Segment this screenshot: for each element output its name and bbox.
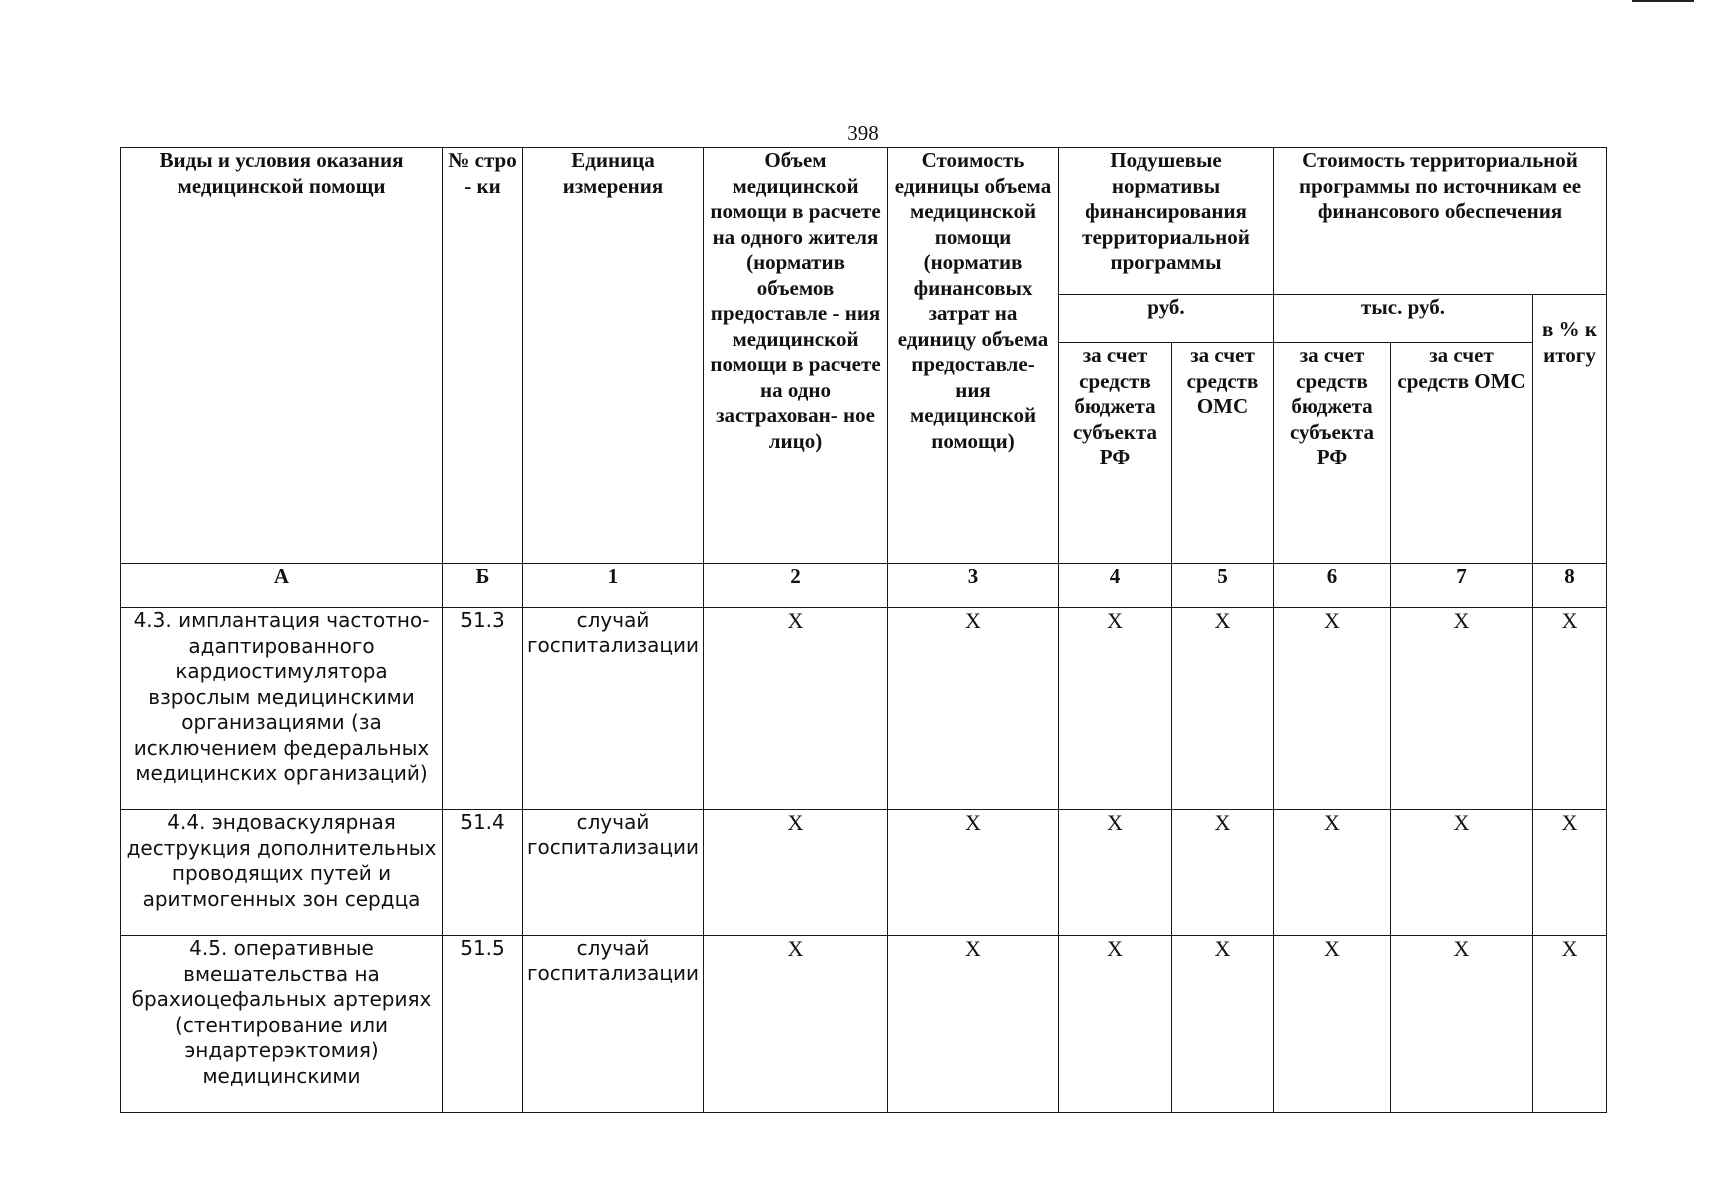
row-value: X bbox=[704, 936, 888, 1113]
table-row bbox=[121, 608, 1607, 810]
header-thousand-budget: за счет средств бюджета субъекта РФ bbox=[1274, 343, 1391, 564]
top-edge-mark bbox=[1632, 0, 1694, 2]
row-value: X bbox=[888, 936, 1059, 1113]
row-value: X bbox=[1391, 810, 1533, 936]
header-unit: Единица измерения bbox=[523, 148, 704, 564]
row-value: X bbox=[1172, 810, 1274, 936]
row-unit: случай госпитализации bbox=[523, 810, 704, 936]
row-value: X bbox=[1274, 936, 1391, 1113]
row-value: X bbox=[1172, 936, 1274, 1113]
row-number: 51.5 bbox=[443, 936, 523, 1113]
row-value: X bbox=[1533, 608, 1607, 810]
row-value: X bbox=[888, 810, 1059, 936]
row-value: X bbox=[1172, 608, 1274, 810]
row-value: X bbox=[1533, 810, 1607, 936]
column-number: 8 bbox=[1533, 564, 1607, 608]
table-row bbox=[121, 810, 1607, 936]
column-number: 1 bbox=[523, 564, 704, 608]
row-value: X bbox=[1274, 608, 1391, 810]
header-thousand-oms: за счет средств ОМС bbox=[1391, 343, 1533, 564]
financing-table bbox=[120, 147, 1607, 1113]
header-rub-oms: за счет средств ОМС bbox=[1172, 343, 1274, 564]
column-number: 5 bbox=[1172, 564, 1274, 608]
row-value: X bbox=[1059, 936, 1172, 1113]
row-unit: случай госпитализации bbox=[523, 936, 704, 1113]
row-value: X bbox=[1391, 936, 1533, 1113]
row-unit: случай госпитализации bbox=[523, 608, 704, 810]
header-program-cost: Стоимость территориальной программы по источникам ее финансового обеспечения bbox=[1274, 148, 1607, 295]
header-thousand-rub: тыс. руб. bbox=[1274, 295, 1533, 343]
row-number: 51.3 bbox=[443, 608, 523, 810]
column-number: Б bbox=[443, 564, 523, 608]
row-value: X bbox=[704, 608, 888, 810]
column-number: 3 bbox=[888, 564, 1059, 608]
row-value: X bbox=[1391, 608, 1533, 810]
row-value: X bbox=[1059, 810, 1172, 936]
column-number: А bbox=[121, 564, 443, 608]
row-value: X bbox=[888, 608, 1059, 810]
header-percent-total: в % к итогу bbox=[1533, 295, 1607, 564]
row-value: X bbox=[1274, 810, 1391, 936]
row-number: 51.4 bbox=[443, 810, 523, 936]
row-value: X bbox=[1059, 608, 1172, 810]
header-type-conditions: Виды и условия оказания медицинской помощи bbox=[121, 148, 443, 564]
header-volume: Объем медицинской помощи в расчете на одного жителя (норматив объемов предоставле - ния медицинской помощи в расчете на одно застрахован- ное лицо) bbox=[704, 148, 888, 564]
column-number: 6 bbox=[1274, 564, 1391, 608]
table-row bbox=[121, 936, 1607, 1113]
row-description: 4.3. имплантация частотно-адаптированного кардиостимулятора взрослым медицинскими организациями (за исключением федеральных медицинских организаций) bbox=[121, 608, 443, 810]
header-row-1 bbox=[121, 148, 1607, 295]
column-number: 4 bbox=[1059, 564, 1172, 608]
row-value: X bbox=[704, 810, 888, 936]
page-number: 398 bbox=[847, 121, 879, 145]
header-unit-cost: Стоимость единицы объема медицинской помощи (норматив финансовых затрат на единицу объема предоставле- ния медицинской помощи) bbox=[888, 148, 1059, 564]
column-number: 7 bbox=[1391, 564, 1533, 608]
column-number: 2 bbox=[704, 564, 888, 608]
header-row-no: № стро - ки bbox=[443, 148, 523, 564]
header-per-capita: Подушевые нормативы финансирования территориальной программы bbox=[1059, 148, 1274, 295]
header-rub-budget: за счет средств бюджета субъекта РФ bbox=[1059, 343, 1172, 564]
header-rub: руб. bbox=[1059, 295, 1274, 343]
row-description: 4.5. оперативные вмешательства на брахиоцефальных артериях (стентирование или эндартерэктомия) медицинскими bbox=[121, 936, 443, 1113]
row-value: X bbox=[1533, 936, 1607, 1113]
row-description: 4.4. эндоваскулярная деструкция дополнительных проводящих путей и аритмогенных зон сердца bbox=[121, 810, 443, 936]
column-number-row bbox=[121, 564, 1607, 608]
